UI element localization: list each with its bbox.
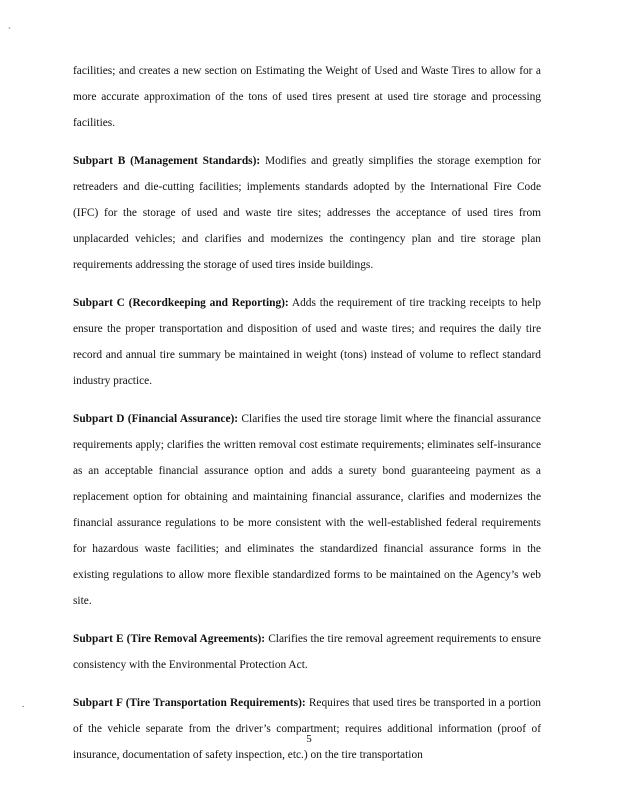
paragraph-text: Clarifies the tire removal agreement requirements to ensure consistency with the Environmental Protection Act.: [73, 633, 541, 671]
paragraph-text: Adds the requirement of tire tracking receipts to help ensure the proper transportation and disposition of used and waste tires; and requires the daily tire record and annual tire summary be maintained in weight (tons) instead of volume to reflect standard industry practice.: [73, 297, 541, 387]
paragraph-continuation: [73, 58, 541, 136]
paragraph-text: Modifies and greatly simplifies the storage exemption for retreaders and die-cutting facilities; implements standards adopted by the International Fire Code (IFC) for the storage of used and waste tire sites; addresses the acceptance of used tires from unplacarded vehicles; and clarifies and modernizes the contingency plan and tire storage plan requirements addressing the storage of used tires inside buildings.: [73, 155, 541, 271]
scan-mark: ˏ: [8, 19, 11, 29]
scan-mark: .: [22, 699, 25, 709]
paragraph-subpart-c: [73, 290, 541, 394]
paragraph-subpart-e: [73, 626, 541, 678]
document-body: [73, 58, 541, 780]
paragraph-subpart-b: [73, 148, 541, 278]
subpart-heading: Subpart B (Management Standards):: [73, 155, 261, 167]
subpart-heading: Subpart E (Tire Removal Agreements):: [73, 633, 266, 645]
paragraph-text: Requires that used tires be transported in a portion of the vehicle separate from the driver’s compartment; requires additional information (proof of insurance, documentation of safety inspection, etc.) on the tire transportation: [73, 697, 541, 761]
paragraph-subpart-d: [73, 406, 541, 614]
paragraph-text: Clarifies the used tire storage limit where the financial assurance requirements apply; clarifies the written removal cost estimate requirements; eliminates self-insurance as an acceptable financial assurance option and adds a surety bond guaranteeing payment as a replacement option for obtaining and maintaining financial assurance, clarifies and modernizes the financial assurance regulations to be more consistent with the well-established federal requirements for hazardous waste facilities; and eliminates the standardized financial assurance forms in the existing regulations to allow more flexible standardized forms to be maintained on the Agency’s web site.: [73, 413, 541, 607]
subpart-heading: Subpart F (Tire Transportation Requirements):: [73, 697, 306, 709]
paragraph-text: facilities; and creates a new section on Estimating the Weight of Used and Waste Tires to allow for a more accurate approximation of the tons of used tires present at used tire storage and processing facilities.: [73, 65, 541, 129]
subpart-heading: Subpart D (Financial Assurance):: [73, 413, 239, 425]
page-number: 5: [306, 733, 312, 745]
subpart-heading: Subpart C (Recordkeeping and Reporting):: [73, 297, 289, 309]
paragraph-subpart-f: [73, 690, 541, 768]
